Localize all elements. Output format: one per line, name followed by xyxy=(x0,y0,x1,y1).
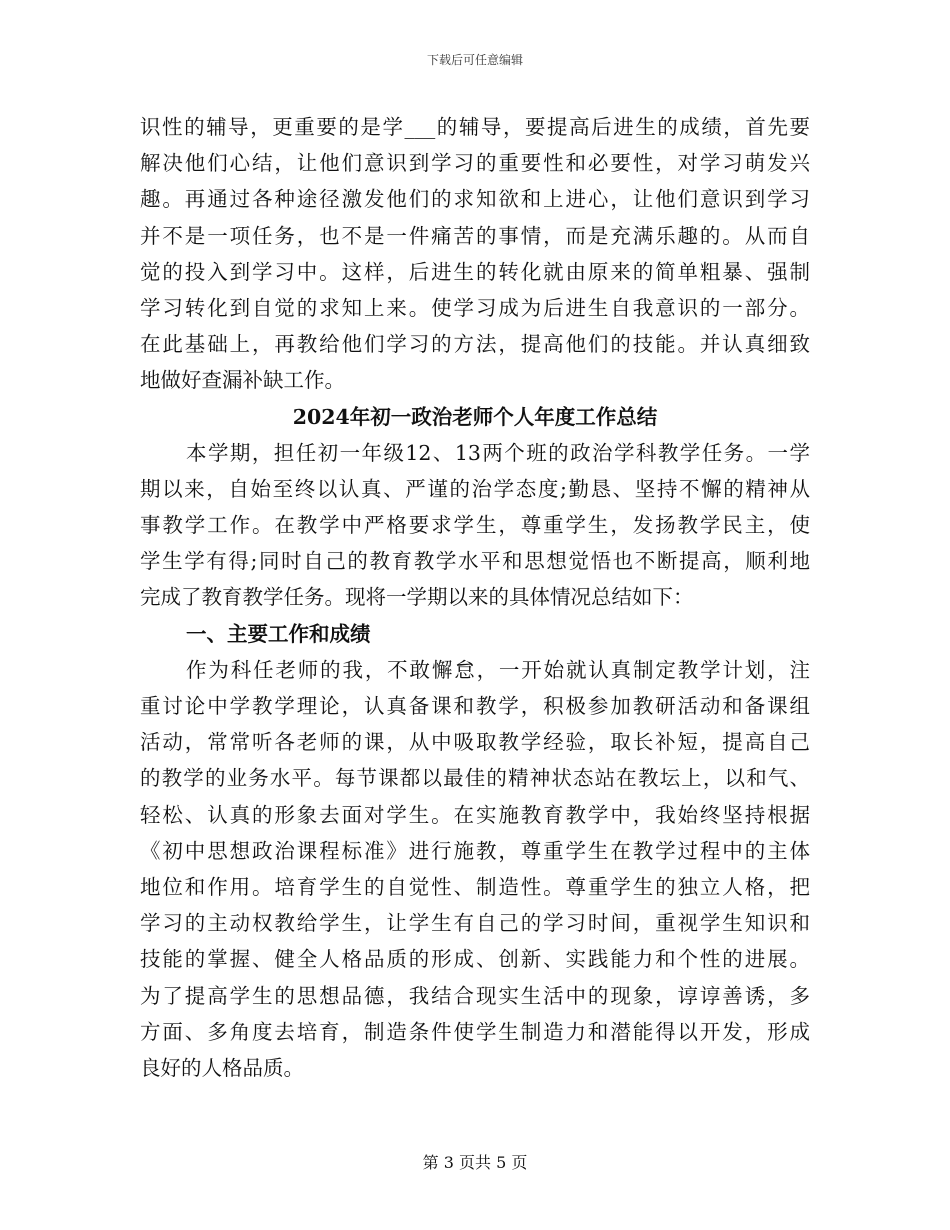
paragraph-body xyxy=(140,652,810,1086)
page-header: 下载后可任意编辑 xyxy=(426,53,523,67)
text-line: 事教学工作。在教学中严格要求学生，尊重学生，发扬教学民主，使 xyxy=(140,513,810,538)
text-line: 学习的主动权教给学生，让学生有自己的学习时间，重视学生知识和 xyxy=(140,911,810,936)
text-line: 学习转化到自觉的求知上来。使学习成为后进生自我意识的一部分。 xyxy=(140,295,810,320)
text-line: 良好的人格品质。 xyxy=(140,1055,304,1080)
section-heading: 一、主要工作和成绩 xyxy=(186,621,371,646)
text-line: 作为科任老师的我，不敢懈怠，一开始就认真制定教学计划，注 xyxy=(186,657,810,682)
text-line: 趣。再通过各种途径激发他们的求知欲和上进心，让他们意识到学习 xyxy=(140,187,810,212)
document-title: 2024年初一政治老师个人年度工作总结 xyxy=(292,404,658,429)
page-footer: 第 3 页共 5 页 xyxy=(422,1153,528,1172)
text-line: 完成了教育教学任务。现将一学期以来的具体情况总结如下： xyxy=(140,585,694,610)
text-line: 的教学的业务水平。每节课都以最佳的精神状态站在教坛上，以和气、 xyxy=(140,766,810,791)
paragraph-previous xyxy=(140,109,810,399)
text-line: 地位和作用。培育学生的自觉性、制造性。尊重学生的独立人格，把 xyxy=(140,874,810,899)
text-line: 地做好查漏补缺工作。 xyxy=(140,368,345,393)
text-line: 活动，常常听各老师的课，从中吸取教学经验，取长补短，提高自己 xyxy=(140,730,810,755)
text-line: 学生学有得;同时自己的教育教学水平和思想觉悟也不断提高，顺利地 xyxy=(140,549,810,574)
text-line: 解决他们心结，让他们意识到学习的重要性和必要性，对学习萌发兴 xyxy=(140,151,810,176)
document-body xyxy=(140,109,810,1086)
text-line: 并不是一项任务，也不是一件痛苦的事情，而是充满乐趣的。从而自 xyxy=(140,223,810,248)
text-line: 轻松、认真的形象去面对学生。在实施教育教学中，我始终坚持根据 xyxy=(140,802,810,827)
text-line: 技能的掌握、健全人格品质的形成、创新、实践能力和个性的进展。 xyxy=(140,947,810,972)
paragraph-intro xyxy=(140,435,810,616)
text-line: 重讨论中学教学理论，认真备课和教学，积极参加教研活动和备课组 xyxy=(140,694,810,718)
text-line: 《初中思想政治课程标准》进行施教，尊重学生在教学过程中的主体 xyxy=(140,838,810,863)
text-line: 期以来，自始至终以认真、严谨的治学态度;勤恳、坚持不懈的精神从 xyxy=(140,476,810,501)
text-line: 方面、多角度去培育，制造条件使学生制造力和潜能得以开发，形成 xyxy=(140,1019,810,1044)
text-line: 本学期，担任初一年级12、13两个班的政治学科教学任务。一学 xyxy=(186,440,810,465)
text-line: 为了提高学生的思想品德，我结合现实生活中的现象，谆谆善诱，多 xyxy=(140,983,810,1008)
text-line: 识性的辅导，更重要的是学___的辅导，要提高后进生的成绩，首先要 xyxy=(140,115,810,139)
text-line: 在此基础上，再教给他们学习的方法，提高他们的技能。并认真细致 xyxy=(140,332,810,357)
text-line: 觉的投入到学习中。这样，后进生的转化就由原来的简单粗暴、强制 xyxy=(140,259,810,284)
